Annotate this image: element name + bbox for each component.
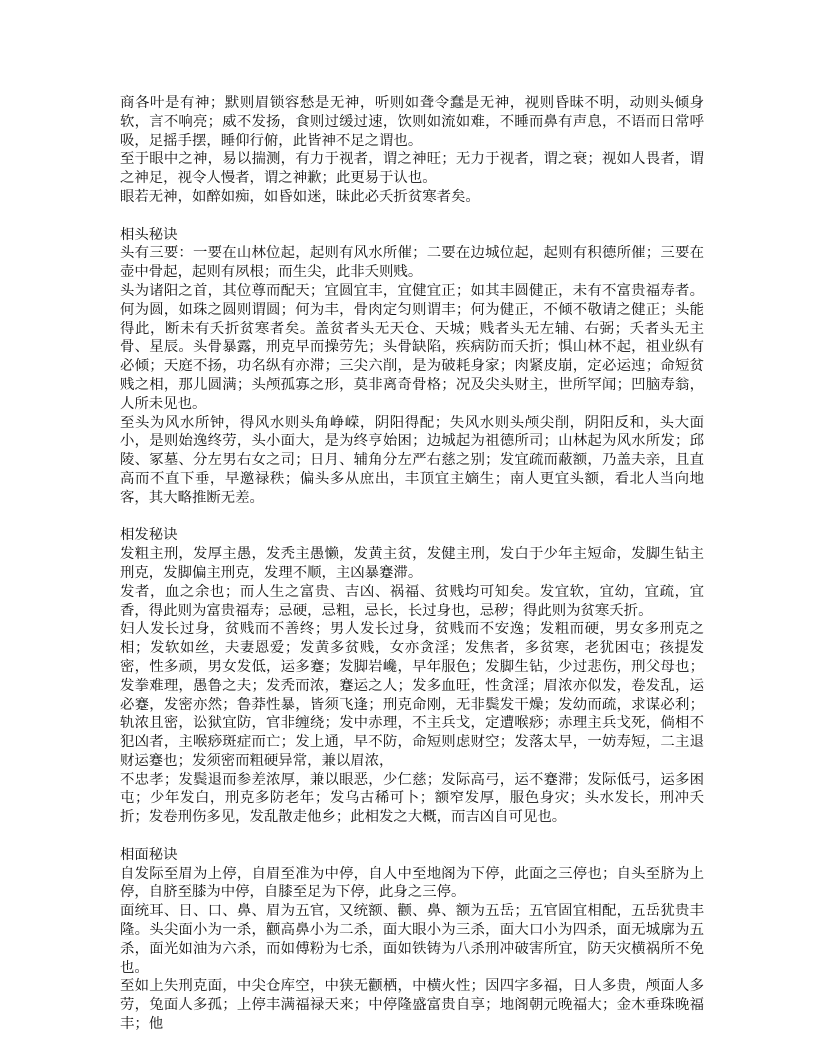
section-title: 相面秘诀 [120,846,178,863]
paragraph: 自发际至眉为上停，自眉至准为中停，自人中至地阁为下停，此面之三停也；自头至脐为上停，自脐至膝为中停，自膝至足为下停，此身之三停。 [120,865,704,901]
paragraph: 发者，血之余也；而人生之富贵、吉凶、祸福、贫贱均可知矣。发宜软，宜幼，宜疏，宜香，得此则为富贵福寿；忌硬，忌粗，忌长，长过身也，忌秽；得此则为贫寒夭折。 [120,583,704,619]
section-head [120,226,704,508]
section-title: 相头秘诀 [120,226,178,243]
paragraph: 至于眼中之神，易以揣测，有力于视者，谓之神旺；无力于视者，谓之衰；视如人畏者，谓之神足，视令人慢者，谓之神歉；此更易于认也。 [120,151,704,187]
paragraph: 面统耳、日、口、鼻、眉为五官，又统额、颧、鼻、额为五岳；五官固宜相配，五岳犹贵丰隆。头尖面小为一杀，颧高鼻小为二杀，面大眼小为三杀，面大口小为四杀，面无城廓为五杀，面光如油为六杀，而如傅粉为七杀，面如铁铸为八杀刑冲破害所宜，防天灾横祸所不免也。 [120,903,704,976]
paragraph: 妇人发长过身，贫贱而不善终；男人发长过身，贫贱而不安逸；发粗而硬，男女多刑克之相；发软如丝，夫妻恩爱；发黄多贫贱，女亦贪淫；发焦者，多贫寒，老犹困屯；孩提发密，性多顽，男女发低，运多蹇；发脚岩巉，早年服色；发脚生钻，少过悲伤，刑父母也；发拳难理，愚鲁之夫；发秃而浓，蹇运之人；发多血旺，性贪淫；眉浓亦似发，卷发乱，运必蹇，发密亦然；鲁莽性暴，皆须飞逢；刑克命刚，无非鬓发干燥；发幼而疏，求谋必利；轨浓且密，讼狱宜防，官非缠绕；发中赤理，不主兵戈，定遭喉痧；赤理主兵戈死，倘相不犯凶者，主喉痧斑症而亡；发上通，早不防，命短则虑财空；发落太早，一妨寿短，二主退财运蹇也；发须密而粗硬异常，兼以眉浓， [120,621,704,769]
paragraph: 头为诸阳之首，其位尊而配天；宜圆宜丰，宜健宜正；如其丰圆健正，未有不富贵福寿者。何为圆，如珠之圆则谓圆；何为丰，骨肉定匀则谓丰；何为健正，不倾不敬请之健正；头能得此，断未有夭折贫寒者矣。盖贫者头无天仓、天城；贱者头无左辅、右弼；夭者头无主骨、星辰。头骨暴露，刑克早而操劳先；头骨缺陷，疾病防而夭折；惧山林不起，祖业纵有必倾；天庭不扬，功名纵有亦滞；三尖六削，是为破耗身家；肉紧皮崩，定必运迍；命短贫贱之相，那儿圆满；头颅孤寡之形，莫非离奇骨格；况及尖头财主，世所罕闻；凹脑寿翁，人所未见也。 [120,282,704,412]
document-page [120,94,704,1034]
paragraph: 不忠孝；发鬓退而参差浓厚，兼以眼恶，少仁慈；发际高弓，运不蹇滞；发际低弓，运多困屯；少年发白，刑克多防老年；发乌古稀可卜；额窄发厚，服色身灾；头水发长，刑冲夭折；发卷刑伤多见，发乱散走他乡；此相发之大概，而吉凶自可见也。 [120,771,704,826]
paragraph: 商各叶是有神；默则眉锁容愁是无神，听则如聋令蠢是无神，视则昏昧不明，动则头倾身软，言不响亮；威不发扬，食则过缓过速，饮则如流如难，不睡而鼻有声息，不语而日常呼吸，足摇手摆，睡仰行俯，此皆神不足之谓也。 [120,95,704,149]
paragraph: 至如上失刑克面，中尖仓库空，中狭无颧栖，中横火性；因四字多福，日人多贵，颅面人多劳，兔面人多孤；上停丰满福禄天来；中停隆盛富贵自享；地阁朝元晚福大；金木垂珠晚福丰；他 [120,978,704,1033]
section-title: 相发秘诀 [120,527,178,544]
section-face [120,846,704,1034]
paragraph: 至头为风水所钟，得风水则头角峥嵘，阴阳得配；失风水则头颅尖削，阴阳反和，头大面小，是则始逸终劳，头小面大，是为终亨始困；边城起为祖德所司；山林起为风水所发；邱陵、冢墓、分左男右女之司；日月、辅角分左严右慈之别；发宜疏而蔽额，乃盖夫亲，且直高而不直下垂，早邀禄秩；偏头多从庶出，丰顶宜主嫡生；南人更宜头额，看北人当向地客，其大略推断无差。 [120,414,704,506]
paragraph: 发粗主刑，发厚主愚，发秃主愚懒，发黄主贫，发健主刑，发白于少年主短命，发脚生钻主刑克，发脚偏主刑克，发理不顺，主凶暴蹇滞。 [120,546,704,581]
section-hair [120,526,704,827]
intro-section [120,94,704,207]
paragraph: 头有三要：一要在山林位起，起则有风水所催；二要在边城位起，起则有积德所催；三要在壶中骨起，起则有夙根；而生尖，此非夭则贱。 [120,245,704,281]
paragraph: 眼若无神，如醉如痴，如昏如迷，昧此必夭折贫寒者矣。 [120,188,480,205]
